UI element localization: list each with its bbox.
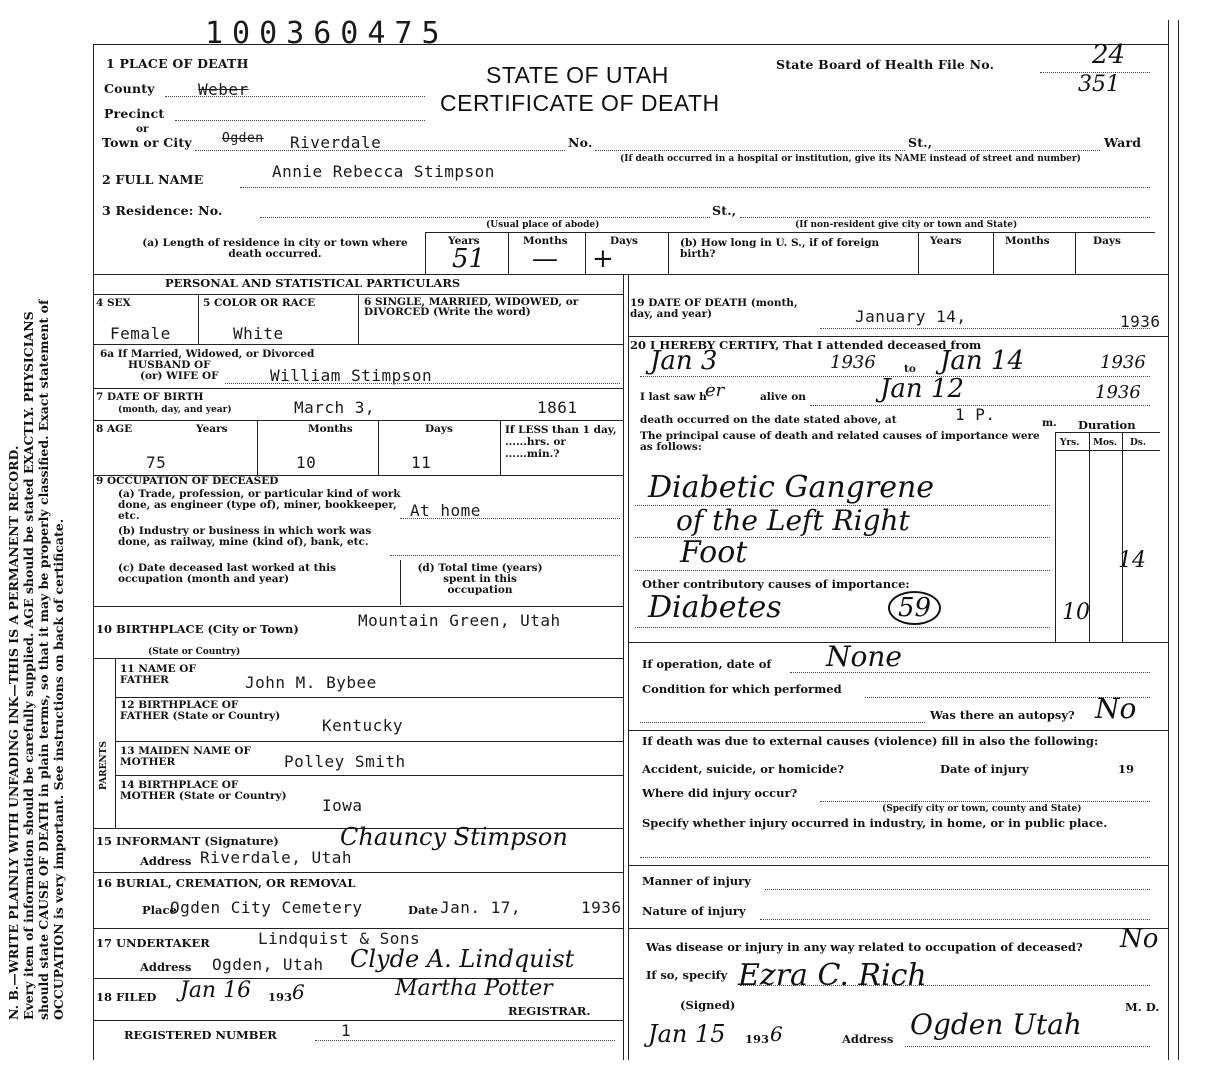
age-label: 8 AGE bbox=[96, 423, 133, 435]
other-cause: Diabetes bbox=[648, 590, 782, 625]
age-days-h: Days bbox=[425, 423, 453, 435]
last-saw-label: I last saw h bbox=[640, 391, 707, 403]
occ-a: (a) Trade, profession, or particular kind of work done, as engineer (type of), miner, bookkeeper, etc. bbox=[118, 488, 401, 522]
side-note-line2: Every item of information should be carefully supplied. AGE should be stated EXACTLY. PHYSICIANS bbox=[21, 311, 36, 1020]
to-label: to bbox=[904, 363, 916, 375]
mother-bp-value: Iowa bbox=[322, 796, 363, 815]
row-autopsy-bottom bbox=[628, 730, 1168, 731]
death-date-line bbox=[820, 328, 1150, 329]
residence-st-label: St., bbox=[712, 203, 737, 218]
accident-label: Accident, suicide, or homicide? bbox=[642, 762, 845, 776]
residence-label: 3 Residence: No. bbox=[102, 203, 223, 218]
residence-st-line bbox=[740, 217, 1150, 218]
attended-from: Jan 3 bbox=[650, 346, 718, 376]
precinct-line bbox=[175, 120, 425, 121]
center-divider-2 bbox=[628, 274, 629, 1060]
age-days: 11 bbox=[411, 453, 432, 472]
filed-year: 6 bbox=[292, 980, 305, 1004]
res-days: + bbox=[592, 244, 614, 274]
dob-year: 1861 bbox=[537, 398, 578, 417]
reg-number-label: REGISTERED NUMBER bbox=[124, 1028, 277, 1042]
st-label: St., bbox=[908, 135, 933, 150]
occ-a-line bbox=[400, 518, 620, 519]
m-label: m. bbox=[1042, 417, 1057, 429]
board-file-label: State Board of Health File No. bbox=[776, 57, 995, 72]
res-days-h: Days bbox=[610, 235, 638, 247]
alive-on-label: alive on bbox=[760, 391, 806, 403]
other-label: Other contributory causes of importance: bbox=[642, 577, 910, 591]
duration-label: Duration bbox=[1078, 418, 1136, 432]
physician-addr-line bbox=[905, 1046, 1150, 1047]
nature-label: Nature of injury bbox=[642, 904, 746, 918]
age-c2 bbox=[378, 420, 379, 475]
burial-date-label: Date bbox=[408, 903, 439, 917]
operation-value: None bbox=[826, 640, 902, 673]
cause-1: Diabetic Gangrene bbox=[648, 470, 935, 505]
duration-hdr-bottom bbox=[1055, 450, 1160, 451]
occ-label: 9 OCCUPATION OF DECEASED bbox=[96, 475, 279, 487]
birthplace-value: Mountain Green, Utah bbox=[358, 611, 561, 630]
no-label: No. bbox=[568, 135, 593, 150]
res-box-c2 bbox=[585, 232, 586, 274]
dob-value: March 3, bbox=[294, 398, 376, 417]
frame-left bbox=[93, 44, 94, 1060]
birthplace-label: 10 BIRTHPLACE (City or Town) bbox=[96, 622, 299, 636]
spouse-label3: (or) WIFE OF bbox=[140, 370, 219, 382]
cause-duration: 14 bbox=[1118, 548, 1146, 573]
cause-2: of the Left Right bbox=[676, 504, 910, 537]
operation-line bbox=[790, 672, 1150, 673]
grid-top bbox=[93, 274, 1168, 275]
hospital-note: (If death occurred in a hospital or institution, give its NAME instead of street and number) bbox=[620, 154, 1081, 164]
age-less-label: If LESS than 1 day, ......hrs. or ......min.? bbox=[505, 424, 617, 460]
mother-label: 13 MAIDEN NAME OF MOTHER bbox=[120, 745, 251, 768]
nature-line bbox=[760, 919, 1150, 920]
undertaker-addr: Ogden, Utah bbox=[212, 955, 324, 974]
board-file-sub: 351 bbox=[1078, 72, 1120, 97]
injury-date-label: Date of injury bbox=[940, 762, 1029, 776]
res-a-label: (a) Length of residence in city or town where death occurred. bbox=[142, 237, 408, 260]
side-instructions bbox=[6, 300, 66, 1020]
county-label: County bbox=[104, 81, 155, 96]
row-inf-bottom bbox=[93, 872, 623, 873]
ward-label: Ward bbox=[1104, 135, 1142, 150]
nonres-note: (If non-resident give city or town and State) bbox=[795, 220, 1018, 230]
res-b-years-h: Years bbox=[930, 235, 962, 247]
signed-date: Jan 15 bbox=[648, 1020, 726, 1048]
res-box-l bbox=[425, 232, 426, 274]
filed-label: 18 FILED bbox=[96, 990, 157, 1004]
reg-number-line bbox=[315, 1040, 615, 1041]
frame-right-2 bbox=[1178, 20, 1179, 1060]
where-label: Where did injury occur? bbox=[642, 786, 798, 800]
duration-col3 bbox=[1122, 432, 1123, 642]
other-duration: 10 bbox=[1062, 600, 1090, 625]
filed-date: Jan 16 bbox=[180, 978, 252, 1003]
registrar-label: REGISTRAR. bbox=[508, 1004, 591, 1018]
operation-label: If operation, date of bbox=[642, 657, 772, 671]
town-value: Riverdale bbox=[290, 133, 382, 152]
title-state: STATE OF UTAH bbox=[486, 62, 669, 88]
town-label: Town or City bbox=[102, 135, 192, 150]
father-value: John M. Bybee bbox=[245, 673, 377, 692]
center-divider bbox=[623, 274, 624, 1060]
undertaker-value: Lindquist & Sons bbox=[258, 929, 421, 948]
res-box-c1 bbox=[508, 232, 509, 274]
color-value: White bbox=[233, 324, 284, 343]
physician-addr: Ogden Utah bbox=[910, 1008, 1082, 1041]
row-mother-bottom bbox=[115, 775, 623, 776]
dob-sub: (month, day, and year) bbox=[118, 405, 232, 415]
father-bp-label: 12 BIRTHPLACE OF FATHER (State or Country) bbox=[120, 699, 281, 722]
occ-b: (b) Industry or business in which work was done, as railway, mine (kind of), bank, etc. bbox=[118, 525, 372, 548]
town-struck: Ogden bbox=[222, 131, 264, 146]
res-months: — bbox=[532, 244, 558, 274]
filed-year-prefix: 193 bbox=[268, 990, 293, 1004]
no-line bbox=[595, 150, 905, 151]
last-saw-her: er bbox=[705, 380, 725, 401]
res-years: 51 bbox=[452, 244, 486, 274]
where-line bbox=[820, 801, 1150, 802]
last-saw-date: Jan 12 bbox=[880, 374, 965, 404]
manner-line bbox=[765, 889, 1150, 890]
full-name-line bbox=[240, 187, 1150, 188]
informant-addr: Riverdale, Utah bbox=[200, 848, 352, 867]
death-time-label: death occurred on the date stated above, at bbox=[640, 414, 897, 426]
informant-sig: Chauncy Stimpson bbox=[340, 823, 568, 851]
undertaker-addr-label: Address bbox=[140, 960, 192, 974]
age-years: 75 bbox=[146, 453, 167, 472]
autopsy-label: Was there an autopsy? bbox=[930, 708, 1075, 722]
registrar-sig: Martha Potter bbox=[395, 976, 553, 1001]
res-b-c2 bbox=[1075, 232, 1076, 274]
side-note-line4: OCCUPATION is very important. See instructions on back of certificate. bbox=[51, 518, 66, 1020]
burial-label: 16 BURIAL, CREMATION, OR REMOVAL bbox=[96, 876, 356, 890]
row-death-bottom bbox=[628, 336, 1168, 337]
disease-occ-label: Was disease or injury in any way related to occupation of deceased? bbox=[646, 940, 1083, 954]
father-bp-value: Kentucky bbox=[322, 716, 404, 735]
signed-yr-prefix: 193 bbox=[745, 1032, 770, 1046]
spouse-label1: 6a If Married, Widowed, or Divorced bbox=[100, 348, 315, 360]
res-box-top bbox=[425, 232, 1155, 233]
age-months: 10 bbox=[296, 453, 317, 472]
death-date-label: 19 DATE OF DEATH (month, day, and year) bbox=[630, 297, 798, 320]
physician-sig: Ezra C. Rich bbox=[738, 958, 927, 993]
informant-label: 15 INFORMANT (Signature) bbox=[96, 834, 279, 848]
certify-label: 20 I HEREBY CERTIFY, That I attended deceased from bbox=[630, 338, 982, 352]
spouse-value: William Stimpson bbox=[270, 366, 433, 385]
cause-label: The principal cause of death and related causes of importance were as follows: bbox=[640, 430, 1040, 453]
side-note-line3: should state CAUSE OF DEATH in plain terms, so that it may be properly classified. Exact statement of bbox=[36, 299, 51, 1020]
parents-label: PARENTS bbox=[99, 741, 109, 790]
mother-bp-label: 14 BIRTHPLACE OF MOTHER (State or Country) bbox=[120, 779, 287, 802]
row-bp-bottom bbox=[93, 658, 623, 659]
specify-label: Specify whether injury occurred in industry, in home, or in public place. bbox=[642, 816, 1108, 830]
duration-top bbox=[1055, 432, 1160, 433]
age-months-h: Months bbox=[308, 423, 353, 435]
side-note-line1: N. B.—WRITE PLAINLY WITH UNFADING INK—THIS IS A PERMANENT RECORD. bbox=[6, 445, 21, 1020]
board-file-no: 24 bbox=[1092, 40, 1126, 70]
usual-note: (Usual place of abode) bbox=[486, 220, 600, 230]
age-c3 bbox=[500, 420, 501, 475]
res-b-label: (b) How long in U. S., if of foreign birth? bbox=[680, 237, 880, 260]
spouse-label2: HUSBAND OF bbox=[128, 359, 211, 371]
color-col bbox=[358, 294, 359, 344]
spouse-line bbox=[225, 383, 620, 384]
occ-b-line bbox=[390, 555, 620, 556]
occ-cd-divider bbox=[400, 560, 401, 605]
attended-from-yr: 1936 bbox=[830, 352, 876, 373]
parents-col bbox=[115, 658, 116, 828]
sex-value: Female bbox=[110, 324, 171, 343]
death-date: January 14, bbox=[855, 307, 967, 326]
row-father-bottom bbox=[115, 697, 623, 698]
res-years-h: Years bbox=[448, 235, 480, 247]
md-label: M. D. bbox=[1125, 1000, 1160, 1014]
occ-a-value: At home bbox=[410, 501, 481, 520]
county-value: Weber bbox=[198, 80, 249, 99]
undertaker-sig: Clyde A. Lindquist bbox=[350, 945, 575, 973]
res-b-days-h: Days bbox=[1093, 235, 1121, 247]
disease-occ-value: No bbox=[1120, 924, 1159, 954]
attended-to-yr: 1936 bbox=[1100, 352, 1146, 373]
age-years-h: Years bbox=[196, 423, 228, 435]
row-sex-bottom bbox=[93, 344, 623, 345]
sex-label: 4 SEX bbox=[96, 297, 131, 309]
death-time: 1 P. bbox=[955, 405, 996, 424]
dur-mos: Mos. bbox=[1093, 438, 1118, 448]
res-b-l bbox=[918, 232, 919, 274]
row-occ-bottom bbox=[93, 606, 623, 607]
or-label: or bbox=[136, 123, 149, 135]
signed-label: (Signed) bbox=[680, 998, 736, 1012]
dur-yrs: Yrs. bbox=[1060, 438, 1080, 448]
external-label: If death was due to external causes (violence) fill in also the following: bbox=[642, 734, 1099, 748]
if-so-label: If so, specify bbox=[646, 968, 728, 982]
manner-label: Manner of injury bbox=[642, 874, 751, 888]
precinct-label: Precinct bbox=[104, 106, 165, 121]
condition-label: Condition for which performed bbox=[642, 682, 842, 696]
duration-col1 bbox=[1055, 432, 1056, 642]
injury-yr: 19 bbox=[1118, 762, 1135, 776]
burial-place: Ogden City Cemetery bbox=[170, 898, 363, 917]
row-spouse-bottom bbox=[93, 388, 623, 389]
cause-3: Foot bbox=[680, 535, 748, 570]
mother-value: Polley Smith bbox=[284, 752, 406, 771]
sex-col bbox=[198, 294, 199, 344]
marital-label: 6 SINGLE, MARRIED, WIDOWED, or DIVORCED (Write the word) bbox=[364, 296, 579, 318]
birthplace-sub: (State or Country) bbox=[148, 647, 241, 657]
burial-date: Jan. 17, bbox=[440, 898, 522, 917]
signed-yr: 6 bbox=[770, 1022, 783, 1046]
autopsy-line bbox=[640, 722, 925, 723]
reg-number: 1 bbox=[341, 1021, 352, 1040]
other-code: 59 bbox=[888, 591, 941, 625]
full-name-label: 2 FULL NAME bbox=[102, 172, 204, 187]
town-line bbox=[195, 150, 565, 151]
frame-right bbox=[1168, 20, 1169, 1060]
physician-addr-label: Address bbox=[842, 1032, 894, 1046]
specify-line bbox=[640, 857, 1150, 858]
burial-place-label: Place bbox=[142, 903, 177, 917]
row-filed-bottom bbox=[93, 1020, 623, 1021]
serial-number: 100360475 bbox=[205, 16, 449, 51]
father-label: 11 NAME OF FATHER bbox=[120, 663, 196, 686]
if-so-line bbox=[740, 985, 1150, 986]
last-saw-yr: 1936 bbox=[1095, 382, 1141, 403]
personal-header: PERSONAL AND STATISTICAL PARTICULARS bbox=[165, 276, 461, 290]
residence-line bbox=[260, 217, 710, 218]
attended-to: Jan 14 bbox=[940, 346, 1025, 376]
res-months-h: Months bbox=[523, 235, 568, 247]
death-year: 1936 bbox=[1120, 312, 1161, 331]
other-line bbox=[635, 627, 1050, 628]
full-name-value: Annie Rebecca Stimpson bbox=[272, 162, 495, 181]
row-fbp-bottom bbox=[115, 741, 623, 742]
occ-d: (d) Total time (years) spent in this occupation bbox=[417, 562, 543, 596]
st-line bbox=[935, 150, 1100, 151]
where-note: (Specify city or town, county and State) bbox=[882, 804, 1082, 814]
undertaker-label: 17 UNDERTAKER bbox=[96, 936, 210, 950]
place-label: 1 PLACE OF DEATH bbox=[106, 56, 249, 71]
informant-addr-label: Address bbox=[140, 854, 192, 868]
row-dob-bottom bbox=[93, 420, 623, 421]
dur-ds: Ds. bbox=[1130, 438, 1147, 448]
burial-year: 1936 bbox=[581, 898, 622, 917]
res-b-months-h: Months bbox=[1005, 235, 1050, 247]
res-box-c3 bbox=[668, 232, 669, 274]
autopsy-value: No bbox=[1095, 692, 1137, 725]
occ-c: (c) Date deceased last worked at this occupation (month and year) bbox=[118, 562, 336, 585]
color-label: 5 COLOR OR RACE bbox=[203, 297, 316, 309]
dob-label: 7 DATE OF BIRTH bbox=[96, 391, 204, 403]
row-nature-bottom bbox=[628, 928, 1168, 929]
res-b-c1 bbox=[993, 232, 994, 274]
row-specify-bottom bbox=[628, 865, 1168, 866]
cause-line-3 bbox=[635, 570, 1050, 571]
title-cert: CERTIFICATE OF DEATH bbox=[440, 90, 720, 116]
age-c1 bbox=[257, 420, 258, 475]
